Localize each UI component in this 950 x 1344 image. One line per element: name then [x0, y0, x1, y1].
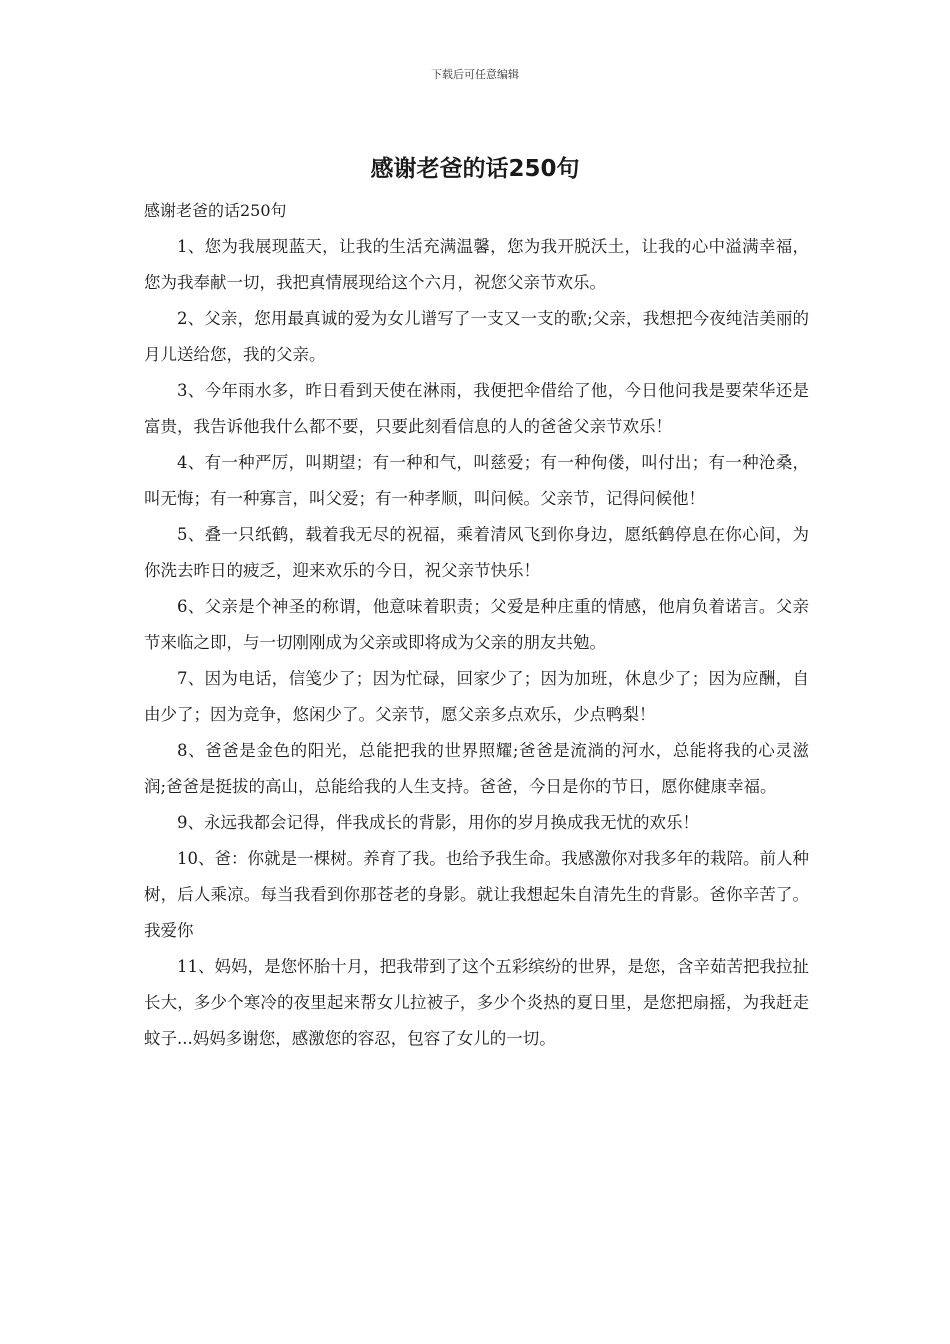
paragraph-6: 6、父亲是个神圣的称谓，他意味着职责；父爱是种庄重的情感，他肩负着诺言。父亲节来临之即，与一切刚刚成为父亲或即将成为父亲的朋友共勉。: [144, 597, 809, 652]
page-header-note: 下载后可任意编辑: [431, 68, 519, 81]
paragraph-5: 5、叠一只纸鹤，载着我无尽的祝福，乘着清风飞到你身边，愿纸鹤停息在你心间，为你洗去昨日的疲乏，迎来欢乐的今日，祝父亲节快乐！: [144, 525, 809, 580]
paragraph-10: 10、爸：你就是一棵树。养育了我。也给予我生命。我感激你对我多年的栽陪。前人种树，后人乘凉。每当我看到你那苍老的身影。就让我想起朱自清先生的背影。爸你辛苦了。我爱你: [144, 849, 809, 940]
paragraph-4: 4、有一种严厉，叫期望；有一种和气，叫慈爱；有一种佝偻，叫付出；有一种沧桑，叫无悔；有一种寡言，叫父爱；有一种孝顺，叫问候。父亲节，记得问候他！: [144, 453, 809, 508]
paragraph-9: 9、永远我都会记得，伴我成长的背影，用你的岁月换成我无忧的欢乐！: [177, 813, 699, 832]
paragraph-2: 2、父亲，您用最真诚的爱为女儿谱写了一支又一支的歌;父亲，我想把今夜纯洁美丽的月儿送给您，我的父亲。: [144, 309, 809, 364]
document-subtitle: 感谢老爸的话250句: [144, 201, 287, 220]
document-title: 感谢老爸的话250句: [370, 156, 580, 182]
paragraph-7: 7、因为电话，信笺少了；因为忙碌，回家少了；因为加班，休息少了；因为应酬，自由少了；因为竞争，悠闲少了。父亲节，愿父亲多点欢乐，少点鸭梨！: [144, 669, 809, 724]
paragraph-3: 3、今年雨水多，昨日看到天使在淋雨，我便把伞借给了他，今日他问我是要荣华还是富贵，我告诉他我什么都不要，只要此刻看信息的人的爸爸父亲节欢乐！: [144, 381, 809, 436]
paragraph-1: 1、您为我展现蓝天，让我的生活充满温馨，您为我开脱沃土，让我的心中溢满幸福，您为我奉献一切，我把真情展现给这个六月，祝您父亲节欢乐。: [144, 237, 809, 292]
paragraph-11: 11、妈妈，是您怀胎十月，把我带到了这个五彩缤纷的世界，是您，含辛茹苦把我拉扯长大，多少个寒冷的夜里起来帮女儿拉被子，多少个炎热的夏日里，是您把扇摇，为我赶走蚊子...妈妈多谢您，感激您的容忍，包容了女儿的一切。: [144, 957, 809, 1048]
document-body: [144, 196, 809, 1057]
paragraph-8: 8、爸爸是金色的阳光，总能把我的世界照耀;爸爸是流淌的河水，总能将我的心灵滋润;爸爸是挺拔的高山，总能给我的人生支持。爸爸，今日是你的节日，愿你健康幸福。: [144, 741, 809, 796]
